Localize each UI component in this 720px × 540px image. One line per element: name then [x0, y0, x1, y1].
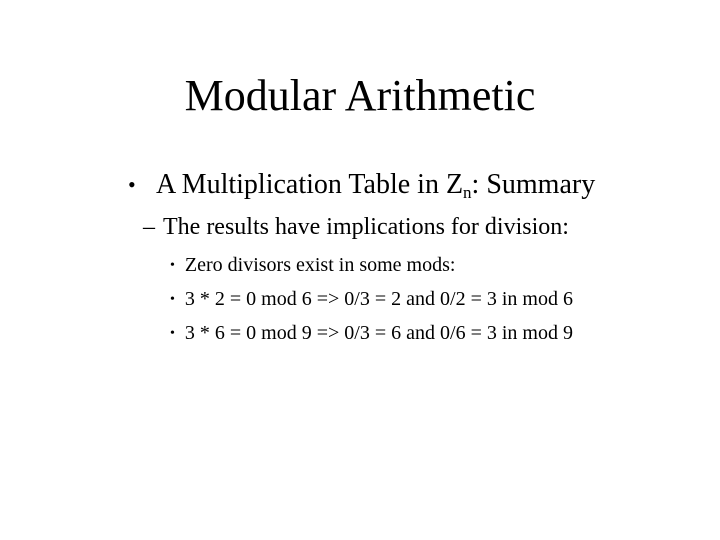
bullet-marker: • — [170, 258, 175, 273]
bullet-level3 — [170, 252, 455, 281]
slide-title: Modular Arithmetic — [184, 71, 536, 120]
bullet-text: 3 * 2 = 0 mod 6 => 0/3 = 2 and 0/2 = 3 in mod 6 — [184, 288, 573, 310]
bullet-text-after: : Summary — [471, 169, 596, 200]
bullet-level3 — [170, 320, 573, 349]
subscript: n — [463, 183, 472, 202]
bullet-level2 — [143, 211, 569, 243]
bullet-level3 — [170, 286, 573, 315]
bullet-text: The results have implications for division: — [163, 214, 569, 240]
bullet-marker: • — [170, 326, 175, 341]
bullet-text: A Multiplication Table in Z — [156, 169, 464, 200]
dash-marker: – — [143, 214, 155, 240]
bullet-marker: • — [128, 172, 136, 197]
bullet-level1 — [128, 167, 595, 203]
bullet-text: 3 * 6 = 0 mod 9 => 0/3 = 6 and 0/6 = 3 in mod 9 — [184, 322, 573, 344]
bullet-marker: • — [170, 292, 175, 307]
bullet-text: Zero divisors exist in some mods: — [184, 254, 456, 276]
